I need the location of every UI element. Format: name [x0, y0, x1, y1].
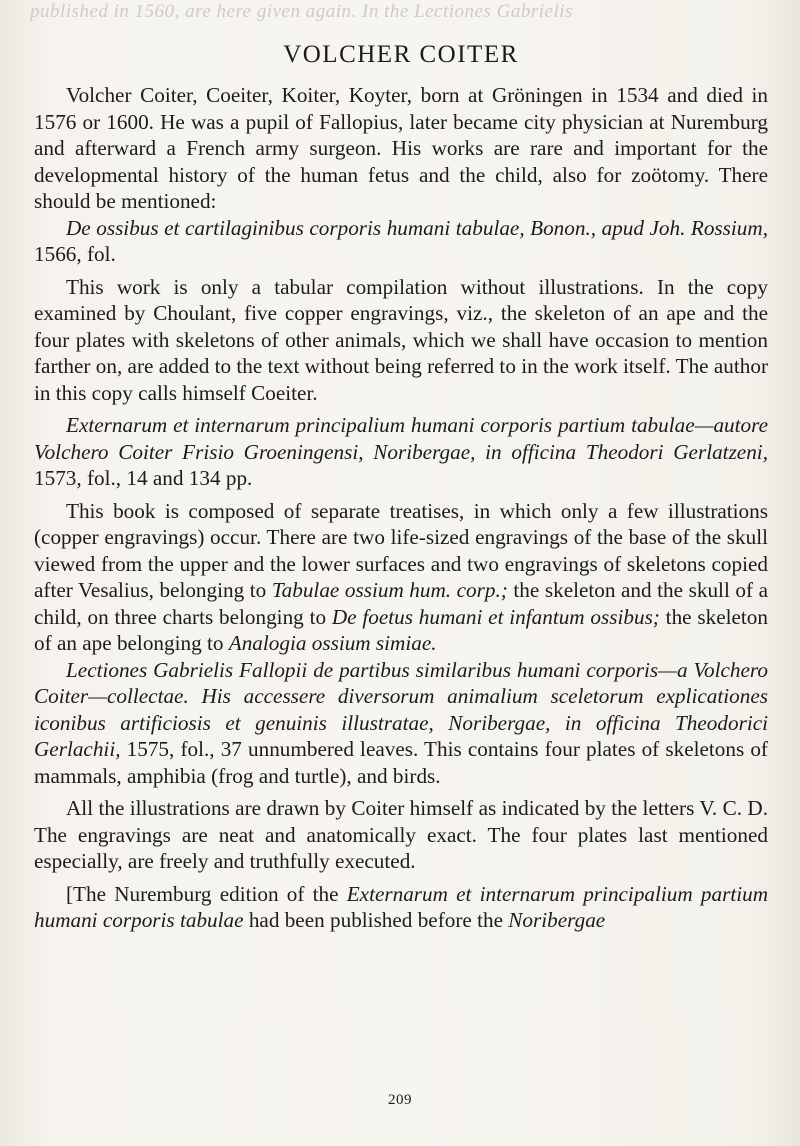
title-run: De foetus humani et infantum ossibus;	[331, 604, 660, 629]
text-run: had been published before the	[243, 908, 509, 932]
text-run: [The Nuremburg edition of the	[66, 881, 347, 906]
paragraph-treatises	[34, 498, 768, 657]
page-number: 209	[388, 1092, 412, 1108]
reference-1-details: 1566, fol.	[34, 242, 116, 266]
paragraph-nuremburg-edition	[34, 881, 768, 934]
reference-1-title: De ossibus et cartilaginibus corporis humani tabulae, Bonon., apud Joh. Rossium,	[66, 215, 768, 240]
title-run: Noribergae	[508, 908, 606, 932]
paragraph-compilation: This work is only a tabular compilation without illustrations. In the copy examined by Choulant, five copper engravings, viz., the skeleton of an ape and the four plates with skeletons of other animals, which we shall have occasion to mention farther on, are added to the text without being referred to in the work itself. The author in this copy calls himself Coeiter.	[34, 274, 768, 405]
text-run: This book is composed of separate treatises, in which only a few illustrations (copper engravings) occur. There are two life-sized engravings of the base of the skull viewed from the upper and the lower surfaces and two engravings of skeletons copied after Vesalius, belonging to	[34, 498, 768, 602]
paragraph-illustrations: All the illustrations are drawn by Coiter himself as indicated by the letters V. C. D. The engravings are neat and anatomically exact. The four plates last mentioned especially, are freely and truthfully executed.	[34, 796, 768, 873]
title-run: Tabulae ossium hum. corp.;	[271, 578, 508, 602]
reference-2-details: 1573, fol., 14 and 134 pp.	[34, 466, 253, 490]
reference-3-details: 1575, fol., 37 unnumbered leaves. This contains four plates of skeletons of mammals, amphibia (frog and turtle), and birds.	[34, 737, 768, 788]
title-run: Analogia ossium simiae.	[228, 631, 437, 655]
reference-1	[34, 215, 768, 268]
text-run: the skeleton of an ape belonging to	[34, 604, 768, 655]
title-run: Externarum et internarum principalium partium humani corporis tabulae	[34, 881, 768, 932]
paragraph-intro: Volcher Coiter, Coeiter, Koiter, Koyter, born at Gröningen in 1534 and died in 1576 or 1600. He was a pupil of Fallopius, later became city physician at Nuremburg and afterward a French army surgeon. His works are rare and important for the developmental history of the human fetus and the child, also for zoötomy. There should be mentioned:	[34, 83, 768, 213]
reference-3	[34, 657, 768, 790]
reference-3-title: Lectiones Gabrielis Fallopii de partibus similaribus humani corporis—a Volchero Coiter—collectae. His accessere diversorum animalium sceletorum explicationes iconibus artificiosis et genuinis illustratae, Noribergae, in officina Theodorici Gerlachii,	[34, 657, 768, 761]
page-content	[34, 40, 768, 934]
reference-2-title: Externarum et internarum principalium humani corporis partium tabulae—autore Volchero Coiter Frisio Groeningensi, Noribergae, in officina Theodori Gerlatzeni,	[34, 413, 768, 464]
text-run: the skeleton and the skull of a child, on three charts belonging to	[34, 578, 769, 629]
reference-2	[34, 412, 768, 492]
bleed-through-text: published in 1560, are here given again. In the Lectiones Gabrielis	[30, 1, 573, 22]
section-title: VOLCHER COITER	[283, 41, 519, 68]
